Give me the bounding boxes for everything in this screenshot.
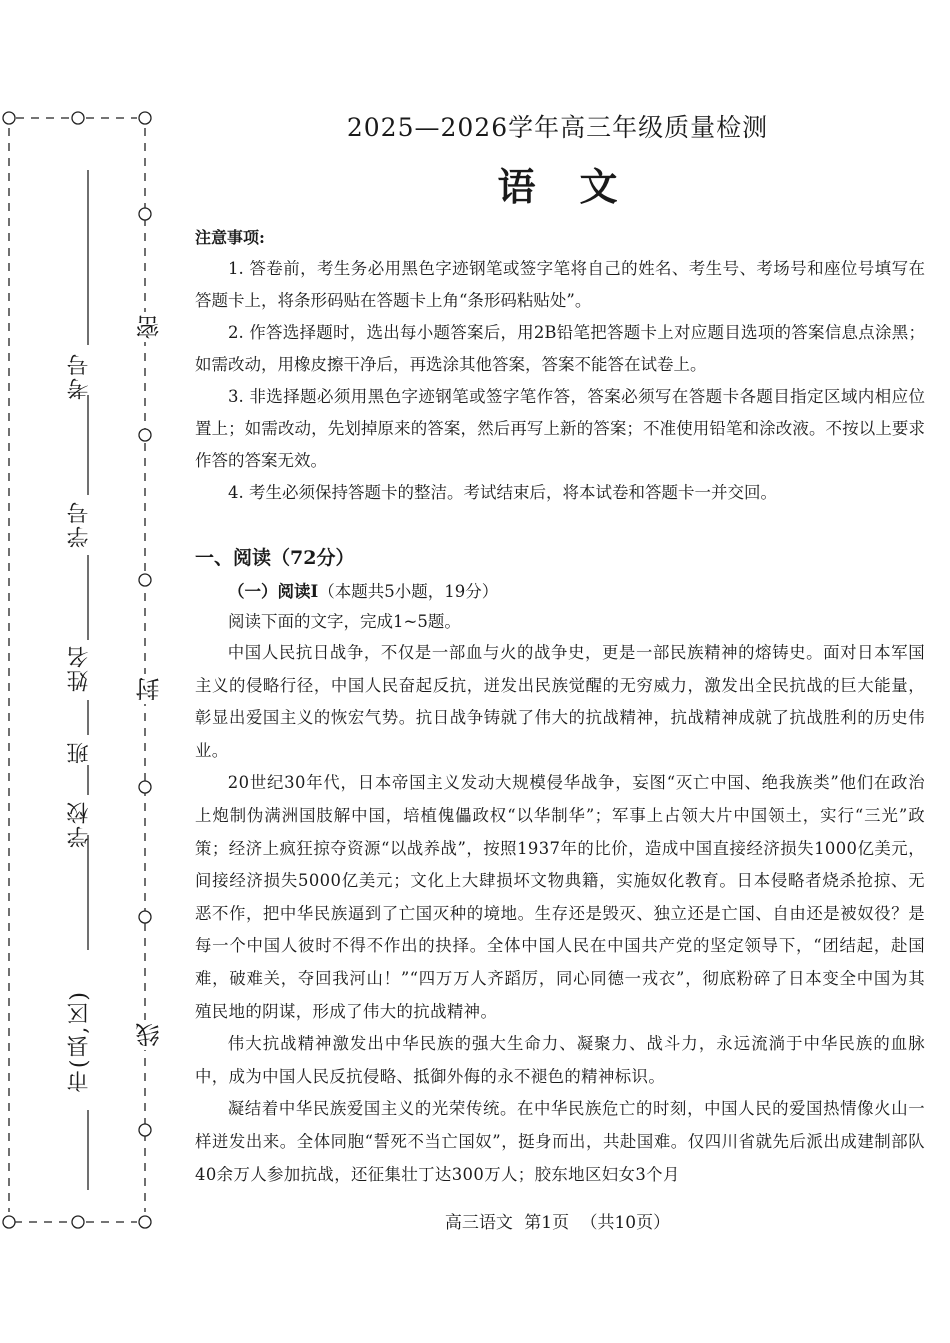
main-content (195, 225, 925, 1191)
subject-title: 语文 (497, 164, 662, 209)
seal-char-xian: 线 (132, 1020, 167, 1050)
passage-paragraph: 中国人民抗日战争，不仅是一部血与火的战争史，更是一部民族精神的熔铸史。面对日本军国主义的侵略行径，中国人民奋起反抗，迸发出民族觉醒的无穷威力，激发出全民抗战的巨大能量，彰显出爱国主义的恢宏气势。抗日战争铸就了伟大的抗战精神，抗战精神成就了抗战胜利的历史伟业。 (195, 643, 925, 760)
student-number-label: 学号 (67, 500, 92, 548)
notice-item: 1. 答卷前，考生务必用黑色字迹钢笔或签字笔将自己的姓名、考生号、考场号和座位号填写在答题卡上，将条形码贴在答题卡上角“条形码粘贴处”。 (195, 259, 925, 310)
notice-item: 2. 作答选择题时，选出每小题答案后，用2B铅笔把答题卡上对应题目选项的答案信息点涂黑；如需改动，用橡皮擦干净后，再选涂其他答案，答案不能答在试卷上。 (195, 323, 925, 374)
passage-paragraph: 20世纪30年代，日本帝国主义发动大规模侵华战争，妄图“灭亡中国、绝我族类”他们在政治上炮制伪满洲国肢解中国，培植傀儡政权“以华制华”；军事上占领大片中国领土，实行“三光”政策；经济上疯狂掠夺资源“以战养战”，按照1937年的比价，造成中国直接经济损失1000亿美元，间接经济损失5000亿美元；文化上大肆损坏文物典籍，实施奴化教育。日本侵略者烧杀抢掠、无恶不作，把中华民族逼到了亡国灭种的境地。生存还是毁灭、独立还是亡国、自由还是被奴役？是每一个中国人彼时不得不作出的抉择。全体中国人民在中国共产党的坚定领导下，“团结起，赴国难，破难关，夺回我河山！”“四万万人齐蹈厉，同心同德一戎衣”，彻底粉碎了日本变全中国为其殖民地的阴谋，形成了伟大的抗战精神。 (195, 773, 925, 1021)
page-footer: 高三语文 第1页 （共10页） (444, 1213, 671, 1233)
class-label: 班 (67, 740, 92, 764)
subsection-note: （本题共5小题，19分） (318, 582, 499, 601)
exam-title: 2025—2026学年高三年级质量检测 (346, 113, 769, 142)
reading-passage (195, 637, 925, 1191)
passage-paragraph: 伟大抗战精神激发出中华民族的强大生命力、凝聚力、战斗力，永远流淌于中华民族的血脉中，成为中国人民反抗侵略、抵御外侮的永不褪色的精神标识。 (195, 1034, 925, 1086)
binding-margin (0, 0, 170, 1343)
school-label: 学校 (67, 800, 92, 848)
passage-paragraph: 凝结着中华民族爱国主义的光荣传统。在中华民族危亡的时刻，中国人民的爱国热情像火山一样迸发出来。全体同胞“誓死不当亡国奴”，挺身而出，共赴国难。仅四川省就先后派出成建制部队40余万人参加抗战，还征集壮丁达300万人；胶东地区妇女3个月 (195, 1099, 925, 1184)
notice-block (195, 225, 925, 509)
reading-instruction: 阅读下面的文字，完成1~5题。 (228, 612, 461, 631)
section-heading: 一、阅读（72分） (195, 547, 355, 569)
exam-number-label: 考号 (67, 352, 92, 400)
subsection-label: （一）阅读Ⅰ (228, 582, 319, 601)
notice-heading: 注意事项: (195, 228, 265, 247)
seal-char-feng: 封 (132, 674, 167, 704)
seal-char-mi: 密 (132, 312, 167, 342)
name-label: 姓名 (67, 644, 92, 692)
notice-item: 4. 考生必须保持答题卡的整洁。考试结束后，将本试卷和答题卡一并交回。 (228, 483, 777, 502)
city-county-label: 市(县,区) (67, 990, 92, 1093)
notice-item: 3. 非选择题必须用黑色字迹钢笔或签字笔作答，答案必须写在答题卡各题目指定区域内相应位置上；如需改动，先划掉原来的答案，然后再写上新的答案；不准使用铅笔和涂改液。不按以上要求作答的答案无效。 (195, 387, 925, 470)
subsection-heading (195, 577, 925, 607)
